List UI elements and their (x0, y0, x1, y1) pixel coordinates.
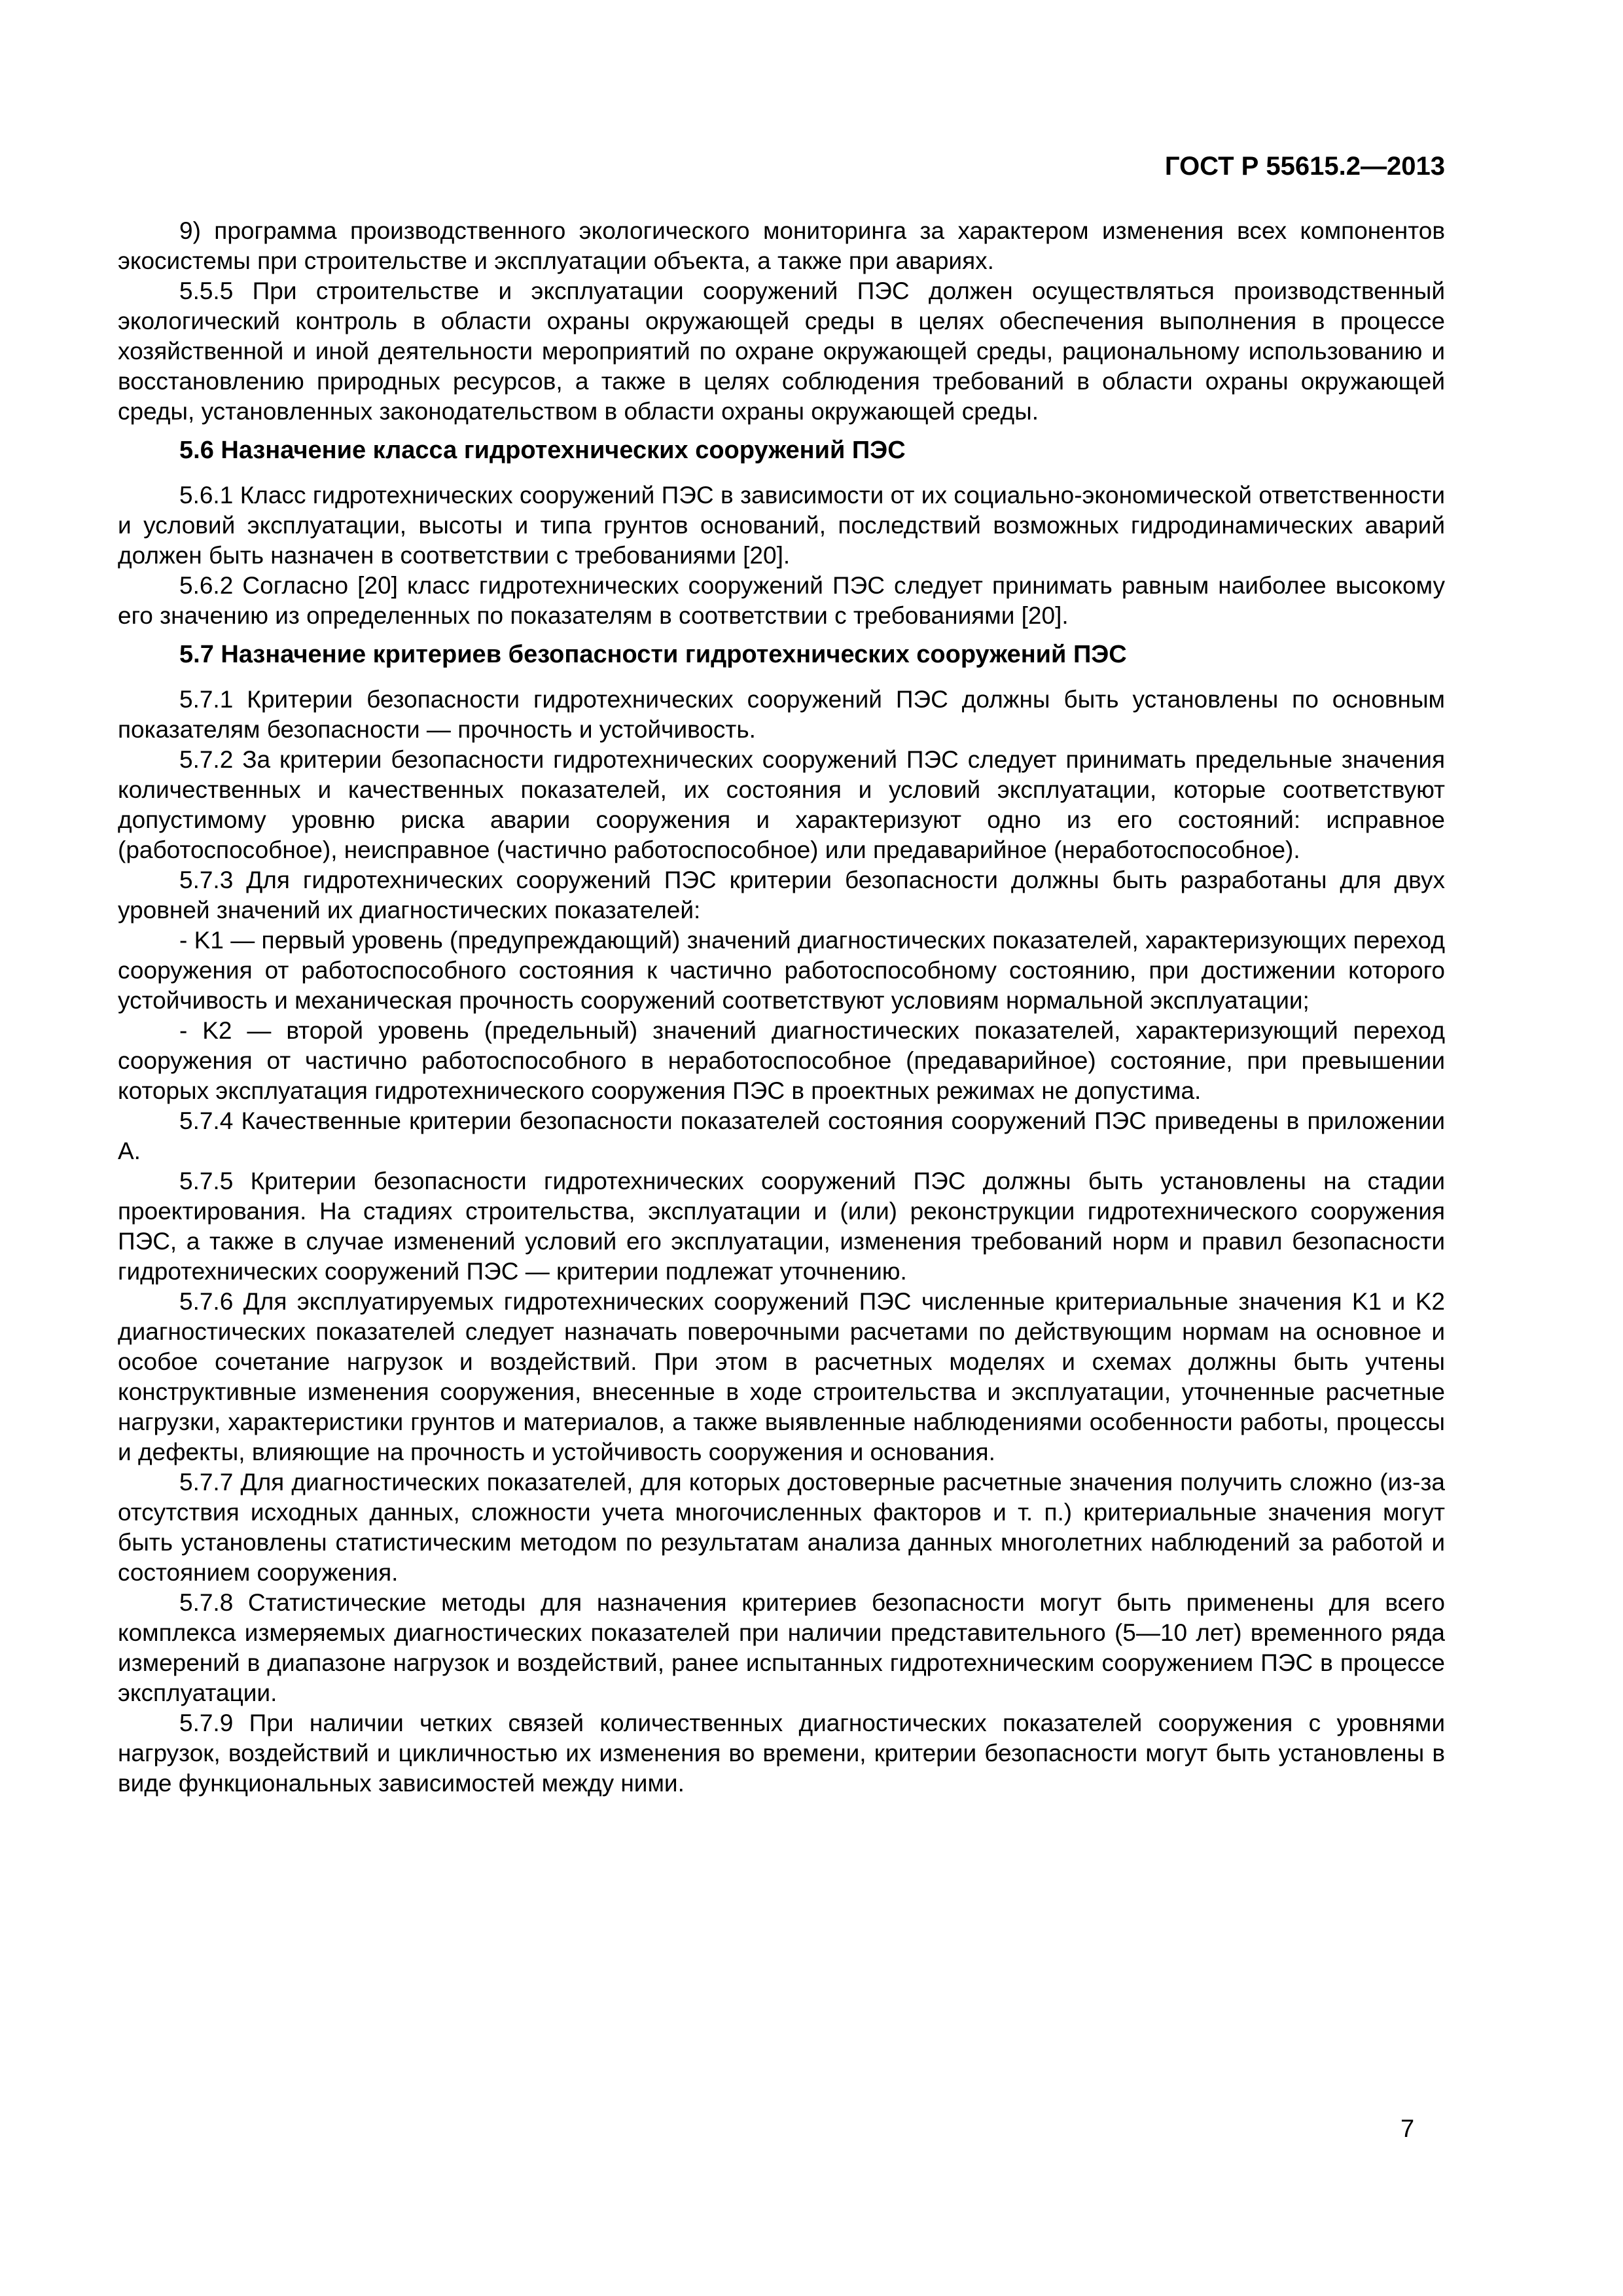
paragraph: 5.5.5 При строительстве и эксплуатации сооружений ПЭС должен осуществляться производственный экологический контроль в области охраны окружающей среды в целях обеспечения выполнения в процессе хозяйственной и иной деятельности мероприятий по охране окружающей среды, рациональному использованию и восстановлению природных ресурсов, а также в целях соблюдения требований в области охраны окружающей среды, установленных законодательством в области охраны окружающей среды. (118, 278, 1445, 425)
paragraph: - K2 — второй уровень (предельный) значений диагностических показателей, характеризующий переход сооружения от частично работоспособного в неработоспособное (предаварийное) состояние, при превышении которых эксплуатация гидротехнического сооружения ПЭС в проектных режимах не допустима. (118, 1017, 1445, 1104)
section-heading: 5.7 Назначение критериев безопасности гидротехнических сооружений ПЭС (179, 641, 1127, 668)
paragraph: 5.7.1 Критерии безопасности гидротехнических сооружений ПЭС должны быть установлены по основным показателям безопасности — прочность и устойчивость. (118, 686, 1445, 743)
paragraph: 5.7.7 Для диагностических показателей, для которых достоверные расчетные значения получить сложно (из-за отсутствия исходных данных, сложности учета многочисленных факторов и т. п.) критериальные значения могут быть установлены статистическим методом по результатам анализа данных многолетних наблюдений за работой и состоянием сооружения. (118, 1469, 1445, 1586)
paragraph: 5.7.4 Качественные критерии безопасности показателей состояния сооружений ПЭС приведены в приложении А. (118, 1107, 1445, 1164)
paragraph: 5.7.5 Критерии безопасности гидротехнических сооружений ПЭС должны быть установлены на стадии проектирования. На стадиях строительства, эксплуатации и (или) реконструкции гидротехнического сооружения ПЭС, а также в случае изменений условий его эксплуатации, изменения требований норм и правил безопасности гидротехнических сооружений ПЭС — критерии подлежат уточнению. (118, 1168, 1445, 1285)
paragraph: 5.7.9 При наличии четких связей количественных диагностических показателей сооружения с уровнями нагрузок, воздействий и цикличностью их изменения во времени, критерии безопасности могут быть установлены в виде функциональных зависимостей между ними. (118, 1710, 1445, 1797)
document-body (118, 216, 1445, 1799)
paragraph: - K1 — первый уровень (предупреждающий) значений диагностических показателей, характеризующих переход сооружения от работоспособного состояния к частично работоспособному состоянию, при достижении которого устойчивость и механическая прочность сооружений соответствуют условиям нормальной эксплуатации; (118, 927, 1445, 1014)
paragraph: 5.6.2 Согласно [20] класс гидротехнических сооружений ПЭС следует принимать равным наиболее высокому его значению из определенных по показателям в соответствии с требованиями [20]. (118, 572, 1445, 629)
paragraph: 5.7.2 За критерии безопасности гидротехнических сооружений ПЭС следует принимать предельные значения количественных и качественных показателей, их состояния и условий эксплуатации, которые соответствуют допустимому уровню риска аварии сооружения и характеризуют одно из его состояний: исправное (работоспособное), неисправное (частично работоспособное) или предаварийное (неработоспособное). (118, 746, 1445, 863)
section-heading: 5.6 Назначение класса гидротехнических сооружений ПЭС (179, 437, 906, 464)
paragraph: 5.7.6 Для эксплуатируемых гидротехнических сооружений ПЭС численные критериальные значения K1 и K2 диагностических показателей следует назначать поверочными расчетами по действующим нормам на основное и особое сочетание нагрузок и воздействий. При этом в расчетных моделях и схемах должны быть учтены конструктивные изменения сооружения, внесенные в ходе строительства и эксплуатации, уточненные расчетные нагрузки, характеристики грунтов и материалов, а также выявленные наблюдениями особенности работы, процессы и дефекты, влияющие на прочность и устойчивость сооружения и основания. (118, 1288, 1445, 1465)
paragraph: 5.7.8 Статистические методы для назначения критериев безопасности могут быть применены для всего комплекса измеряемых диагностических показателей при наличии представительного (5—10 лет) временного ряда измерений в диапазоне нагрузок и воздействий, ранее испытанных гидротехническим сооружением ПЭС в процессе эксплуатации. (118, 1589, 1445, 1706)
paragraph: 9) программа производственного экологического мониторинга за характером изменения всех компонентов экосистемы при строительстве и эксплуатации объекта, а также при авариях. (118, 217, 1445, 274)
paragraph: 5.6.1 Класс гидротехнических сооружений ПЭС в зависимости от их социально-экономической ответственности и условий эксплуатации, высоты и типа грунтов оснований, последствий возможных гидродинамических аварий должен быть назначен в соответствии с требованиями [20]. (118, 482, 1445, 569)
document-page (118, 151, 1445, 1799)
document-header: ГОСТ Р 55615.2—2013 (1164, 152, 1445, 181)
paragraph: 5.7.3 Для гидротехнических сооружений ПЭС критерии безопасности должны быть разработаны для двух уровней значений их диагностических показателей: (118, 867, 1445, 924)
page-number: 7 (1400, 2115, 1415, 2143)
